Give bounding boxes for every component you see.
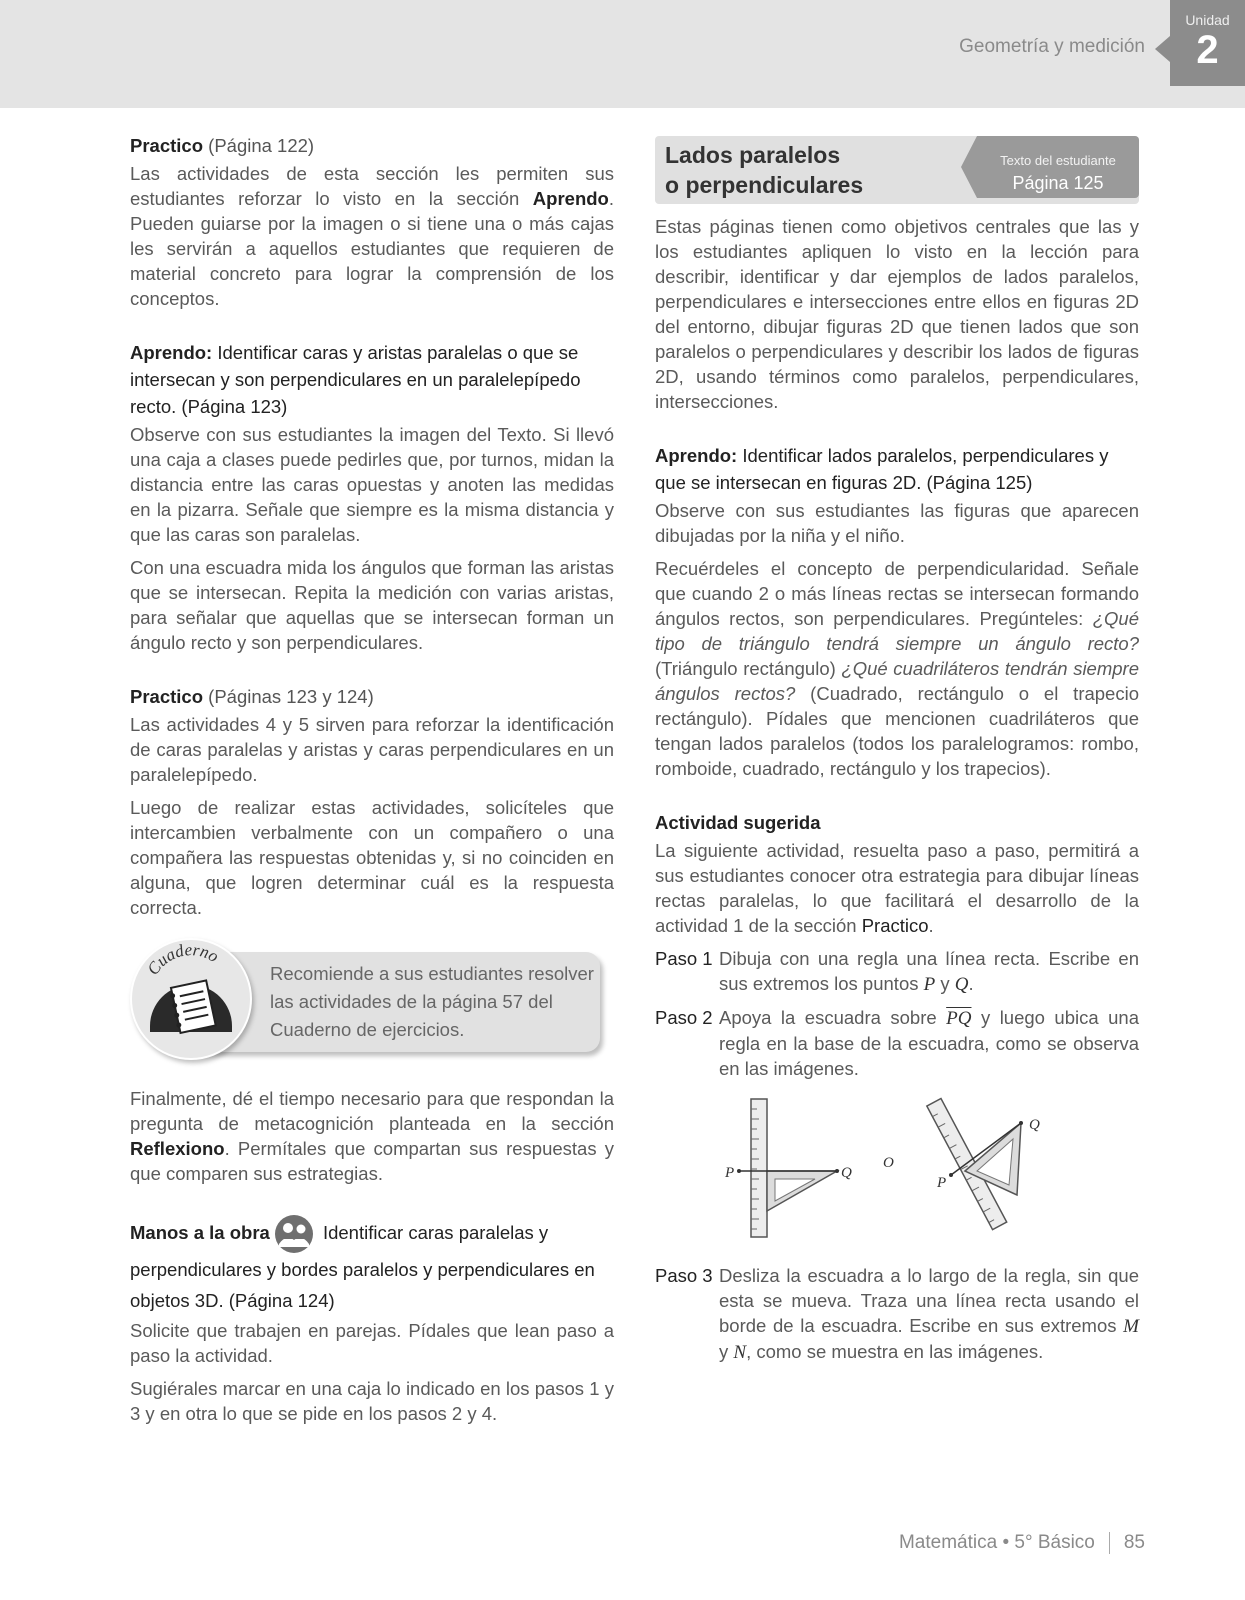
figure-or: O bbox=[883, 1155, 894, 1171]
page-number: 85 bbox=[1123, 1532, 1145, 1554]
cuaderno-label: Cuaderno bbox=[143, 940, 222, 979]
segment-pq: $\overline{PQ}$ bbox=[946, 1008, 972, 1029]
practico-ref: Practico bbox=[861, 915, 929, 936]
text-span: Finalmente, dé el tiempo necesario para que respondan la pregunta de metacognición planteada en la sección bbox=[130, 1088, 614, 1134]
tag-page: Página 125 bbox=[1012, 173, 1104, 193]
aprendo-heading bbox=[130, 339, 614, 420]
text-span: La siguiente actividad, resuelta paso a paso, permitirá a sus estudiantes conocer otra estrategia para dibujar líneas rectas paralelas, lo que facilitará el desarrollo de la actividad 1 de la sección bbox=[655, 840, 1139, 936]
practico-title: Practico bbox=[130, 135, 204, 156]
text-span: Dibuja con una regla una línea recta. Escribe en sus extremos los puntos bbox=[719, 948, 1139, 994]
footer-subject: Matemática • 5° Básico bbox=[898, 1532, 1095, 1554]
aprendo-heading-right bbox=[655, 442, 1139, 496]
right-column bbox=[655, 136, 1139, 1373]
aprendo-desc: Identificar caras y aristas paralelas o que se intersecan y son perpendiculares en un paralelepípedo recto. (Página 123) bbox=[130, 342, 581, 417]
practico-title: Practico bbox=[130, 686, 204, 707]
aprendo-paragraph-1: Observe con sus estudiantes la imagen del Texto. Si llevó una caja a clases puede pedirles que, por turnos, midan la distancia entre las caras opuestas y anoten las medidas en la pizarra. Señale que siempre es la misma distancia y que las caras son paralelas. bbox=[130, 424, 614, 545]
point-p: P bbox=[923, 974, 936, 995]
text-span: Las actividades de esta sección les permiten sus estudiantes reforzar lo visto en la sección bbox=[130, 163, 614, 209]
lesson-title-line-1: Lados paralelos bbox=[665, 142, 841, 168]
aprendo-paragraph-2: Con una escuadra mida los ángulos que forman las aristas que se intersecan. Repita la medición con varias aristas, para señalar que aquellas que se intersecan forman un ángulo recto y son perpendiculares. bbox=[130, 557, 614, 653]
practico-paragraph-2: Las actividades 4 y 5 sirven para reforzar la identificación de caras paralelas y aristas y caras perpendiculares en un paralelepípedo. bbox=[130, 714, 614, 785]
aprendo-ref: Aprendo bbox=[532, 188, 609, 209]
paso-1 bbox=[655, 946, 1139, 997]
manos-paragraph-1: Solicite que trabajen en parejas. Pídales que lean paso a paso la actividad. bbox=[130, 1320, 614, 1366]
manos-paragraph-2: Sugiérales marcar en una caja lo indicado en los pasos 1 y 3 y en otra lo que se pide en los pasos 2 y 4. bbox=[130, 1378, 614, 1424]
reflexiono-ref: Reflexiono bbox=[130, 1138, 225, 1159]
text-span: y bbox=[935, 973, 955, 994]
unit-tab-arrow bbox=[1155, 36, 1170, 62]
practico-paragraph-3: Luego de realizar estas actividades, solicíteles que intercambien verbalmente con un compañero o una compañera las respuestas obtenidas y, si no coinciden en alguna, que logren determinar cuál es la respuesta correcta. bbox=[130, 797, 614, 918]
text-span: Desliza la escuadra a lo largo de la regla, sin que esta se mueva. Traza una línea recta usando el borde de la escuadra. Escribe en sus extremos bbox=[719, 1265, 1139, 1336]
page-footer bbox=[899, 1532, 1145, 1554]
cuaderno-badge bbox=[130, 938, 252, 1060]
paso-label: Paso 3 bbox=[655, 1265, 713, 1286]
text-span: y luego ubica una regla en la base de la escuadra, como se observa en las imágenes. bbox=[719, 1007, 1140, 1079]
actividad-title: Actividad sugerida bbox=[655, 812, 821, 833]
notebook-icon bbox=[132, 940, 250, 1058]
figure-label-q: Q bbox=[1029, 1117, 1040, 1133]
paso-body bbox=[719, 1263, 1139, 1365]
unit-tab bbox=[1170, 0, 1245, 86]
unit-label: Unidad bbox=[1185, 12, 1230, 28]
text-span: y bbox=[719, 1341, 734, 1362]
lesson-title bbox=[665, 140, 863, 200]
intro-paragraph: Estas páginas tienen como objetivos centrales que las y los estudiantes apliquen lo visto en la lección para describir, identificar y dar ejemplos de lados paralelos, perpendiculares e intersecciones entre ellos en figuras 2D del entorno, dibujar figuras 2D que tienen lados que son paralelos o perpendiculares y describir los lados de figuras 2D, usando términos como paralelos, perpendiculares, intersecciones. bbox=[655, 216, 1139, 412]
lesson-title-line-2: o perpendiculares bbox=[665, 172, 864, 198]
footer-divider bbox=[1109, 1532, 1110, 1554]
point-n: N bbox=[733, 1342, 747, 1363]
manos-desc: Identificar caras paralelas y bbox=[317, 1221, 549, 1243]
manos-heading bbox=[130, 1214, 614, 1316]
aprendo-desc: Identificar lados paralelos, perpendiculares y que se intersecan en figuras 2D. (Página 125) bbox=[655, 445, 1109, 493]
cuaderno-text: Recomiende a sus estudiantes resolver las actividades de la página 57 del Cuaderno de ejercicios. bbox=[270, 963, 594, 1040]
point-m: M bbox=[1123, 1316, 1139, 1337]
text-span: . bbox=[928, 915, 934, 936]
paso-label: Paso 2 bbox=[655, 1007, 713, 1028]
aprendo-right-paragraph-2 bbox=[655, 556, 1139, 781]
text-span: Apoya la escuadra sobre bbox=[719, 1007, 947, 1028]
unit-number: 2 bbox=[1196, 28, 1219, 72]
tag-label: Texto del estudiante bbox=[1000, 153, 1116, 168]
aprendo-title: Aprendo: bbox=[655, 445, 738, 466]
text-span: . Pueden guiarse por la imagen o si tiene una o más cajas les servirán a aquellos estudiantes que requieren de material concreto para lograr la comprensión de los conceptos. bbox=[130, 188, 614, 309]
text-span: Recuérdeles el concepto de perpendicularidad. Señale que cuando 2 o más líneas rectas se intersecan formando ángulos rectos, son perpendiculares. Pregúnteles: bbox=[655, 558, 1139, 629]
figure-label-q: Q bbox=[841, 1165, 852, 1181]
ruler-square-figure bbox=[715, 1095, 1135, 1245]
paso-body bbox=[719, 1005, 1139, 1081]
practico-heading-1 bbox=[130, 132, 614, 159]
point-q: Q bbox=[954, 974, 969, 995]
header-bar bbox=[0, 0, 1245, 108]
actividad-heading bbox=[655, 809, 1139, 836]
figure-label-p: P bbox=[725, 1165, 735, 1181]
aprendo-title: Aprendo: bbox=[130, 342, 213, 363]
final-paragraph bbox=[130, 1086, 614, 1186]
manos-title: Manos a la obra bbox=[130, 1221, 270, 1243]
svg-text:Cuaderno bbox=[143, 940, 222, 978]
question-1: ¿Qué tipo de triángulo tendrá siempre un ángulo recto? bbox=[655, 608, 1139, 654]
lesson-title-box bbox=[655, 136, 1139, 204]
paso-label: Paso 1 bbox=[655, 948, 713, 969]
manos-desc-cont: perpendiculares y bordes paralelos y perpendiculares en objetos 3D. (Página 124) bbox=[130, 1259, 595, 1311]
practico-paragraph-1 bbox=[130, 161, 614, 311]
cuaderno-callout bbox=[130, 938, 614, 1068]
left-column bbox=[130, 132, 614, 1434]
practico-heading-2 bbox=[130, 683, 614, 710]
actividad-paragraph bbox=[655, 838, 1139, 938]
text-span: . Permítales que compartan sus respuestas y que comparen sus estrategias. bbox=[130, 1138, 614, 1184]
text-span: (Cuadrado, rectángulo o el trapecio rectángulo). Pídales que mencionen cuadriláteros que tengan lados paralelos (todos los paralelogramos: rombo, romboide, cuadrado, rectángulo y los trapecios). bbox=[655, 683, 1139, 779]
paso-2 bbox=[655, 1005, 1139, 1081]
question-2: ¿Qué cuadriláteros tendrán siempre ángulos rectos? bbox=[655, 658, 1139, 704]
text-span: (Triángulo rectángulo) bbox=[655, 658, 842, 679]
paso-3 bbox=[655, 1263, 1139, 1365]
ruler-diagram bbox=[715, 1095, 1135, 1245]
figure-label-p: P bbox=[937, 1175, 947, 1191]
student-text-tag bbox=[977, 136, 1139, 198]
paso-body bbox=[719, 946, 1139, 997]
page-tag-arrow bbox=[961, 136, 977, 198]
hands-icon bbox=[274, 1214, 314, 1254]
text-span: , como se muestra en las imágenes. bbox=[746, 1341, 1044, 1362]
practico-page: (Páginas 123 y 124) bbox=[203, 686, 374, 707]
practico-page: (Página 122) bbox=[203, 135, 315, 156]
aprendo-right-paragraph-1: Observe con sus estudiantes las figuras que aparecen dibujadas por la niña y el niño. bbox=[655, 500, 1139, 546]
section-title: Geometría y medición bbox=[959, 36, 1145, 57]
text-span: . bbox=[968, 973, 974, 994]
